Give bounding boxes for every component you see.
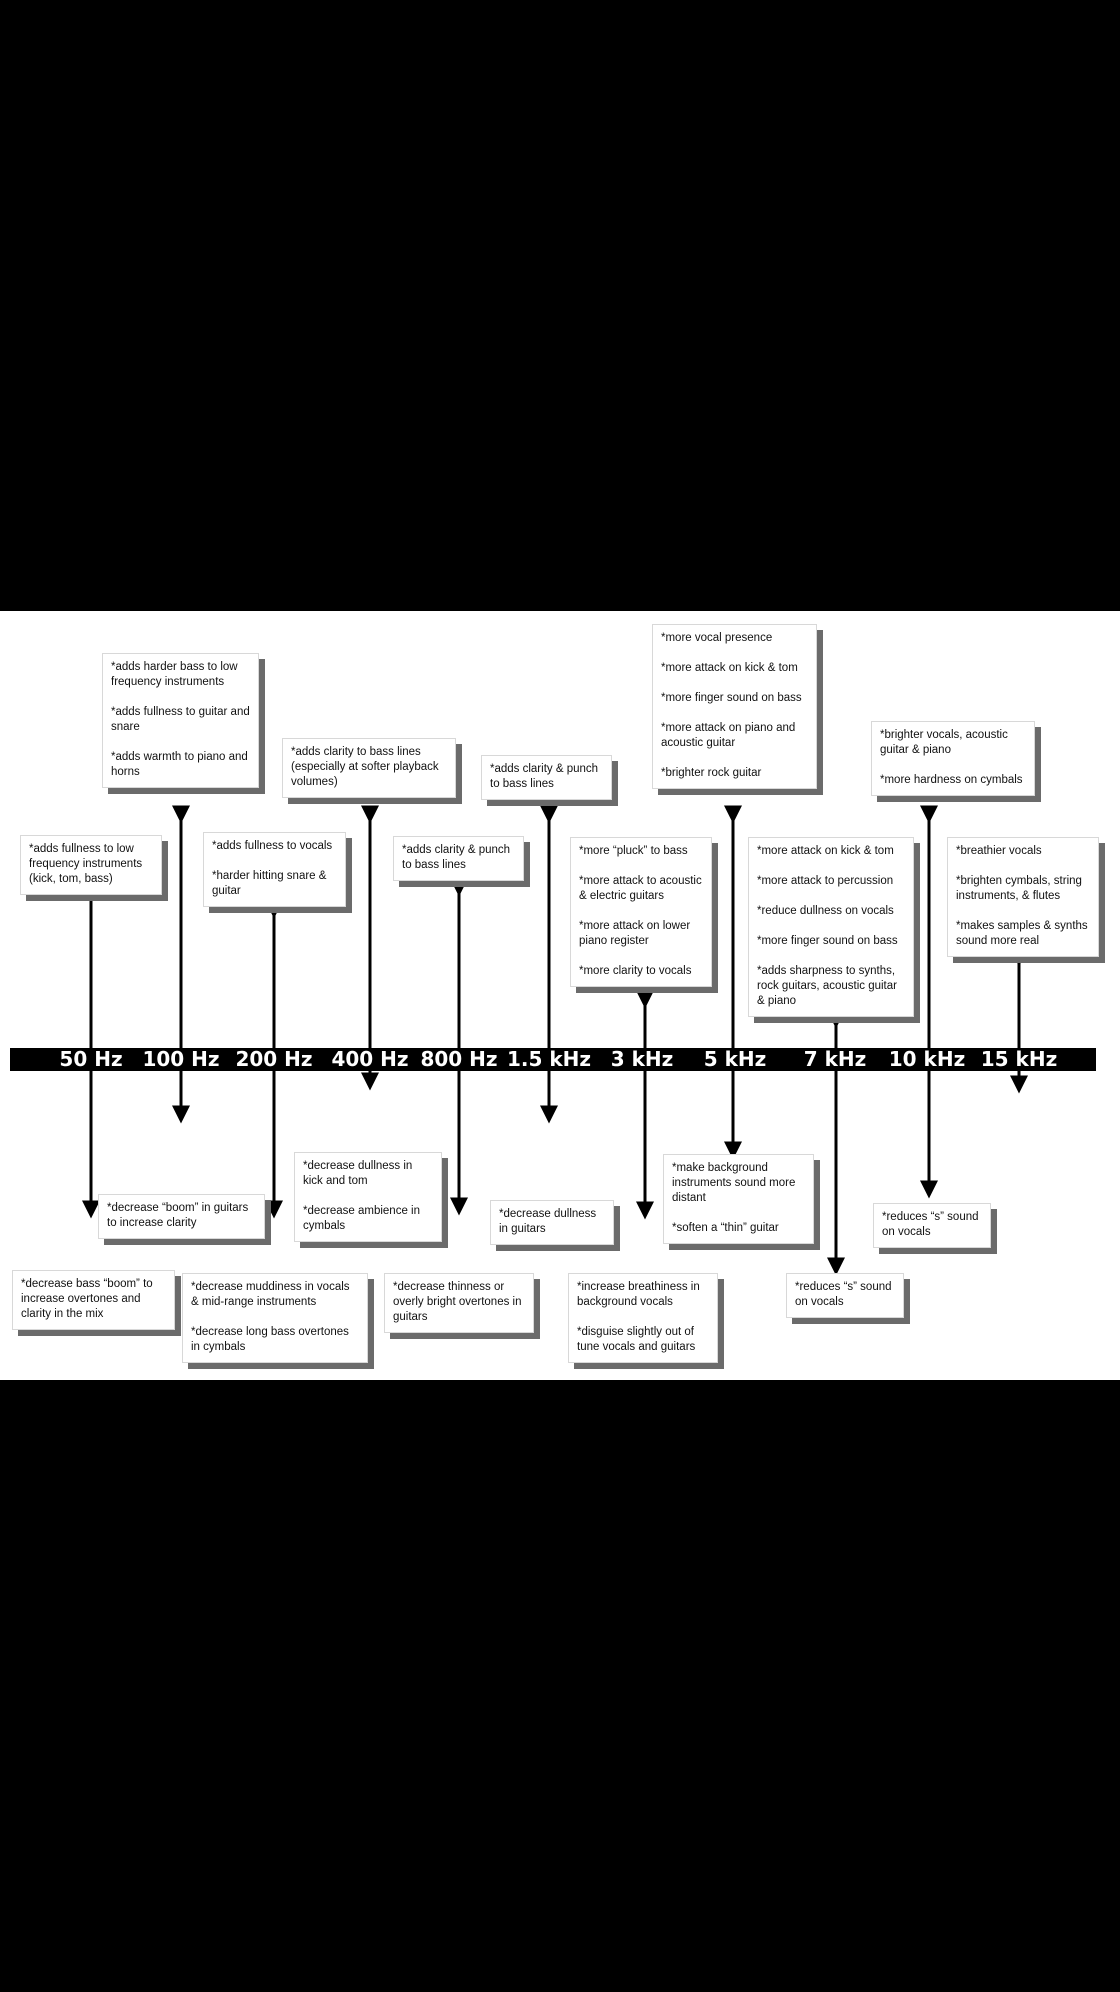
cut-note-400hz: *decrease dullness in kick and tom *decrease ambience in cymbals xyxy=(294,1152,442,1242)
freq-label: 5 kHz xyxy=(703,1047,767,1071)
cut-note-1500hz: *decrease dullness in guitars xyxy=(490,1200,614,1245)
freq-label: 15 kHz xyxy=(980,1047,1058,1071)
freq-label: 400 Hz xyxy=(331,1047,409,1071)
eq-chart-panel xyxy=(0,611,1120,1380)
boost-note-5khz: *more vocal presence *more attack on kick & tom *more finger sound on bass *more attack on piano and acoustic guitar *brighter rock guitar xyxy=(652,624,817,789)
freq-label: 10 kHz xyxy=(888,1047,966,1071)
boost-note-200hz: *adds fullness to vocals *harder hitting snare & guitar xyxy=(203,832,346,907)
frequency-bar xyxy=(10,1048,1096,1071)
freq-label: 3 kHz xyxy=(610,1047,674,1071)
boost-note-800hz: *adds clarity & punch to bass lines xyxy=(393,836,524,881)
boost-note-1500hz: *adds clarity & punch to bass lines xyxy=(481,755,612,800)
boost-note-15khz: *breathier vocals *brighten cymbals, string instruments, & flutes *makes samples & synths sound more real xyxy=(947,837,1099,957)
boost-note-50hz: *adds fullness to low frequency instruments (kick, tom, bass) xyxy=(20,835,162,895)
boost-note-10khz: *brighter vocals, acoustic guitar & piano *more hardness on cymbals xyxy=(871,721,1035,796)
cut-note-10khz: *reduces “s” sound on vocals xyxy=(873,1203,991,1248)
cut-note-5khz: *make background instruments sound more distant *soften a “thin” guitar xyxy=(663,1154,814,1244)
cut-note-800hz: *decrease thinness or overly bright overtones in guitars xyxy=(384,1273,534,1333)
cut-note-3khz: *increase breathiness in background vocals *disguise slightly out of tune vocals and guitars xyxy=(568,1273,718,1363)
boost-note-7khz: *more attack on kick & tom *more attack to percussion *reduce dullness on vocals *more finger sound on bass *adds sharpness to synths, rock guitars, acoustic guitar & piano xyxy=(748,837,914,1017)
boost-note-400hz: *adds clarity to bass lines (especially at softer playback volumes) xyxy=(282,738,456,798)
cut-note-7khz: *reduces “s” sound on vocals xyxy=(786,1273,904,1318)
boost-note-100hz: *adds harder bass to low frequency instruments *adds fullness to guitar and snare *adds warmth to piano and horns xyxy=(102,653,259,788)
cut-note-50hz: *decrease bass “boom” to increase overtones and clarity in the mix xyxy=(12,1270,175,1330)
freq-label: 50 Hz xyxy=(59,1047,123,1071)
freq-label: 800 Hz xyxy=(420,1047,498,1071)
cut-note-200hz: *decrease muddiness in vocals & mid-range instruments *decrease long bass overtones in cymbals xyxy=(182,1273,368,1363)
freq-label: 7 kHz xyxy=(803,1047,867,1071)
freq-label: 1.5 kHz xyxy=(506,1047,592,1071)
cut-note-100hz: *decrease “boom” in guitars to increase clarity xyxy=(98,1194,265,1239)
freq-label: 100 Hz xyxy=(142,1047,220,1071)
boost-note-3khz: *more “pluck” to bass *more attack to acoustic & electric guitars *more attack on lower piano register *more clarity to vocals xyxy=(570,837,712,987)
freq-label: 200 Hz xyxy=(235,1047,313,1071)
